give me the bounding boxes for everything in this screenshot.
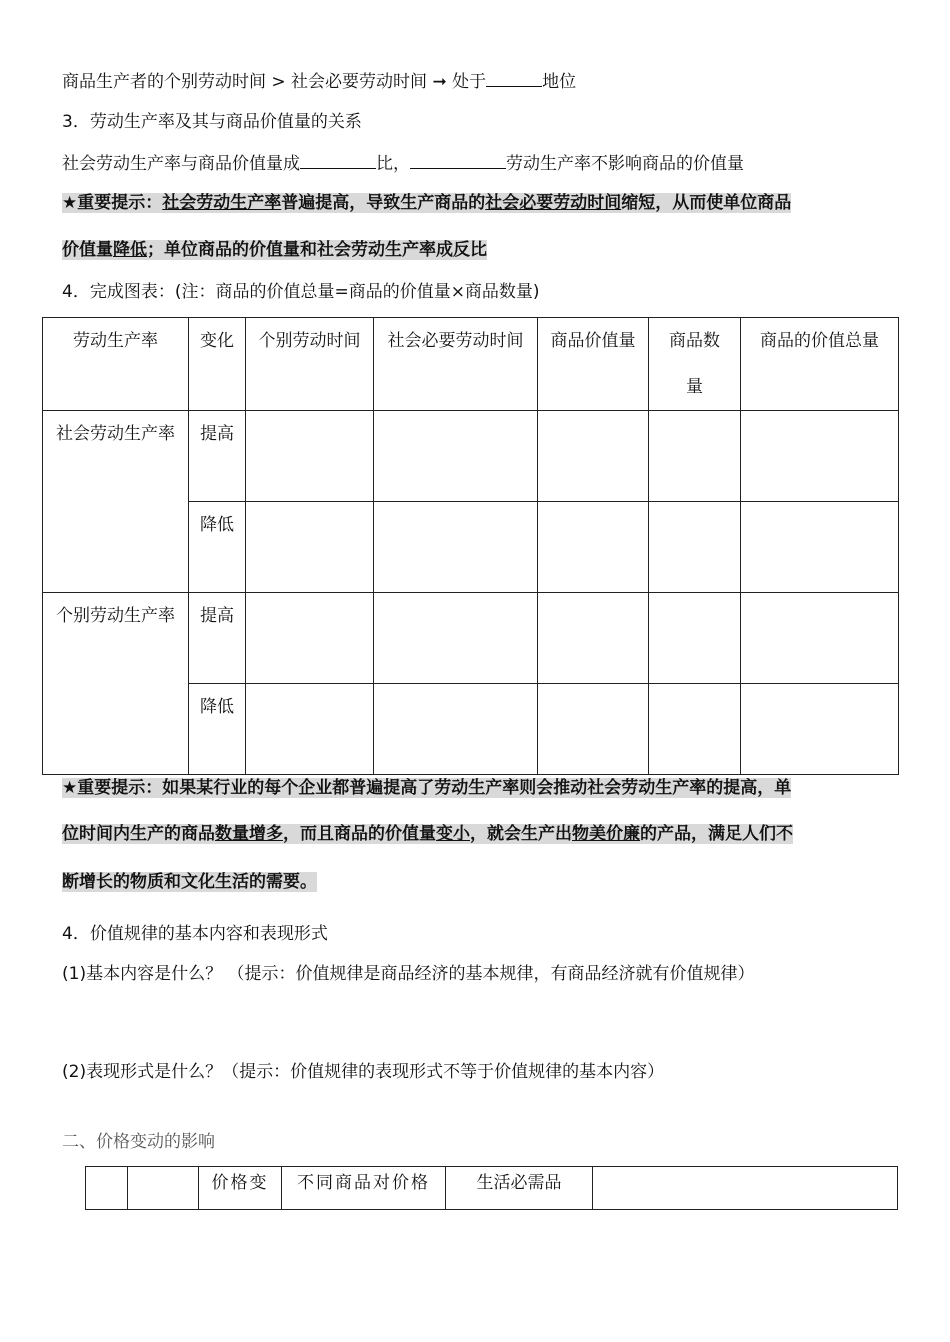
line-productivity-relation <box>62 150 744 176</box>
tip-text: 普遍提高，导致生产商品的 <box>281 193 486 213</box>
price-change-table <box>85 1166 898 1210</box>
table-header: 社会必要劳动时间 <box>374 318 538 411</box>
arrow-right-icon: ➞ <box>432 72 447 92</box>
answer-cell[interactable] <box>538 684 649 775</box>
answer-cell[interactable] <box>649 684 741 775</box>
table-header: 劳动生产率 <box>43 318 189 411</box>
section-4b-title: 4．价值规律的基本内容和表现形式 <box>62 924 328 944</box>
table-header: 商品数量 <box>649 318 741 411</box>
tip-underlined: 社会劳动生产率 <box>162 193 282 213</box>
tip1-line1 <box>62 191 791 215</box>
tip-underlined: 数量 <box>215 824 249 844</box>
productivity-table <box>42 317 899 775</box>
table-row <box>43 593 899 684</box>
table-row <box>43 411 899 502</box>
answer-cell[interactable] <box>374 502 538 593</box>
table-header: 商品的价值总量 <box>741 318 899 411</box>
row-group-label: 社会劳动生产率 <box>43 411 189 593</box>
answer-cell[interactable] <box>246 593 374 684</box>
answer-cell[interactable] <box>374 411 538 502</box>
labor-time-text: 商品生产者的个别劳动时间 > 社会必要劳动时间 <box>62 72 433 92</box>
relation-text-a: 社会劳动生产率与商品价值量成 <box>62 154 300 174</box>
table-header: 商品价值量 <box>538 318 649 411</box>
tip-label: ★重要提示： <box>62 193 163 213</box>
tip-text: ，而且商品的价值量 <box>283 824 436 844</box>
answer-cell[interactable] <box>538 502 649 593</box>
change-cell: 提高 <box>189 593 246 684</box>
tip-text: 价值量 <box>62 240 113 260</box>
answer-cell[interactable] <box>741 593 899 684</box>
answer-cell[interactable] <box>649 593 741 684</box>
tip2-line3 <box>62 870 317 894</box>
change-cell: 提高 <box>189 411 246 502</box>
table-header: 个别劳动时间 <box>246 318 374 411</box>
tip-text: 断增长的物质和文化生活的需要。 <box>62 872 317 892</box>
answer-cell[interactable] <box>246 684 374 775</box>
answer-cell[interactable] <box>538 411 649 502</box>
table-header: 变化 <box>189 318 246 411</box>
table-header <box>593 1167 898 1210</box>
table-header: 价格变 <box>199 1167 282 1210</box>
tip-underlined: 社会必要劳动时间 <box>485 193 622 213</box>
row-group-label: 个别劳动生产率 <box>43 593 189 775</box>
section-2-title: 二、价格变动的影响 <box>62 1132 215 1152</box>
tip1-line2 <box>62 238 487 262</box>
tip-text: 的产品，满足人们不 <box>640 824 793 844</box>
tip-underlined: 增多 <box>249 824 283 844</box>
fill-blank[interactable] <box>486 68 542 87</box>
answer-cell[interactable] <box>741 502 899 593</box>
table-header <box>128 1167 199 1210</box>
answer-cell[interactable] <box>538 593 649 684</box>
table-header <box>86 1167 128 1210</box>
change-cell: 降低 <box>189 684 246 775</box>
section-3-title: 3．劳动生产率及其与商品价值量的关系 <box>62 112 362 132</box>
tip2-line2 <box>62 822 793 846</box>
relation-text-c: 劳动生产率不影响商品的价值量 <box>506 154 744 174</box>
line-labor-time <box>62 68 576 94</box>
answer-cell[interactable] <box>649 411 741 502</box>
answer-cell[interactable] <box>374 684 538 775</box>
position-suffix: 地位 <box>542 72 577 92</box>
change-cell: 降低 <box>189 502 246 593</box>
answer-cell[interactable] <box>374 593 538 684</box>
table-header: 生活必需品 <box>446 1167 593 1210</box>
tip-text: 位时间内生产的商品 <box>62 824 215 844</box>
answer-cell[interactable] <box>246 411 374 502</box>
fill-blank[interactable] <box>410 150 506 169</box>
answer-cell[interactable] <box>246 502 374 593</box>
answer-cell[interactable] <box>741 684 899 775</box>
question-2: (2)表现形式是什么？（提示：价值规律的表现形式不等于价值规律的基本内容） <box>62 1062 665 1082</box>
tip-text: 缩短，从而使单位商品 <box>621 193 792 213</box>
table-header-row <box>43 318 899 411</box>
relation-text-b: 比， <box>376 154 410 174</box>
tip-underlined: 变小 <box>436 824 470 844</box>
tip-text: ★重要提示：如果某行业的每个企业都普遍提高了劳动生产率则会推动社会劳动生产率的提高，单 <box>62 778 792 798</box>
answer-cell[interactable] <box>741 411 899 502</box>
tip-underlined: 物美价廉 <box>572 824 640 844</box>
tip-text: ，就会生产出 <box>470 824 572 844</box>
table-header-row <box>86 1167 898 1210</box>
tip-underlined: 降低 <box>113 240 147 260</box>
fill-blank[interactable] <box>300 150 376 169</box>
tip2-line1 <box>62 776 791 800</box>
question-1: (1)基本内容是什么？ （提示：价值规律是商品经济的基本规律，有商品经济就有价值规律） <box>62 964 755 984</box>
table-header: 不同商品对价格 <box>282 1167 446 1210</box>
tip-text: ；单位商品的价值量和社会劳动生产率成反比 <box>147 240 487 260</box>
section-4-title: 4．完成图表：(注：商品的价值总量=商品的价值量×商品数量) <box>62 282 540 302</box>
answer-cell[interactable] <box>649 502 741 593</box>
position-text: 处于 <box>446 72 487 92</box>
